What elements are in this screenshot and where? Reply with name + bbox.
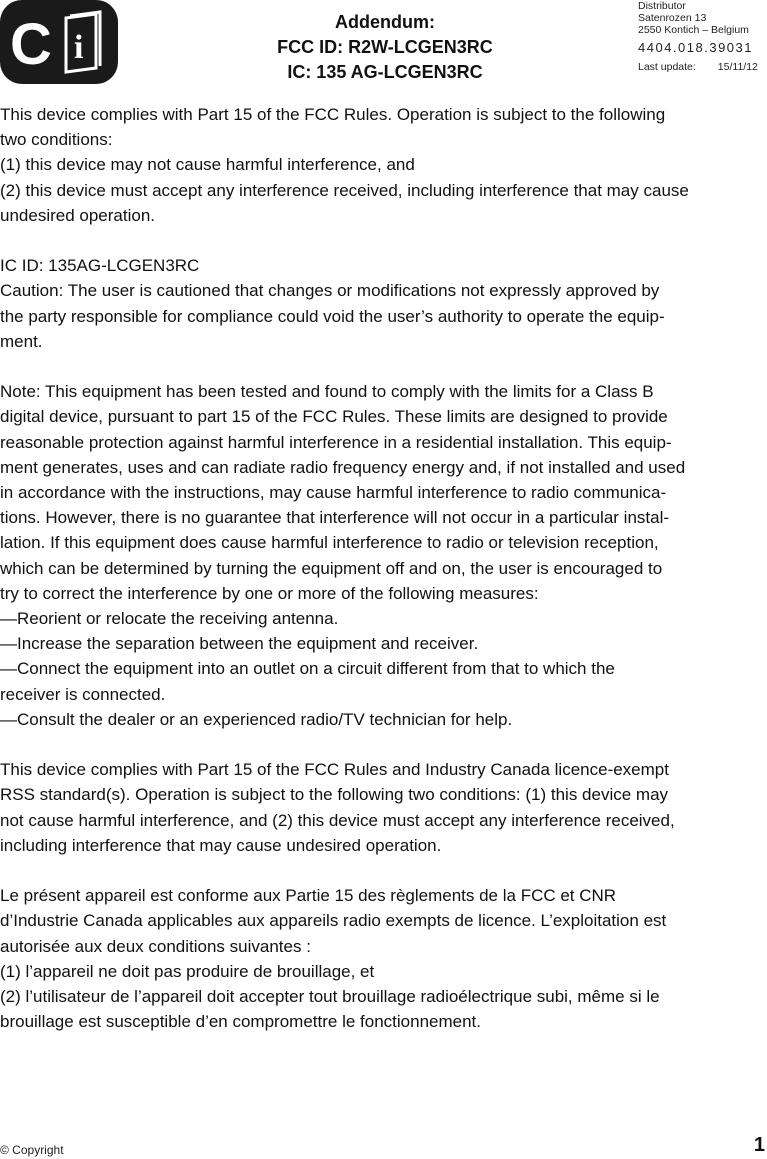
text-line: IC ID: 135AG-LCGEN3RC: [0, 256, 200, 276]
copyright-notice: © Copyright: [0, 1143, 64, 1157]
last-update: [638, 61, 766, 73]
paragraph-ic-caution: [0, 253, 767, 354]
measure-item: —Connect the equipment into an outlet on a circuit different from that to which the: [0, 659, 615, 679]
measure-item: —Reorient or relocate the receiving antenna.: [0, 609, 339, 629]
text-line: ment.: [0, 331, 43, 351]
measure-item: —Consult the dealer or an experienced radio/TV technician for help.: [0, 709, 513, 729]
text-line: Note: This equipment has been tested and found to comply with the limits for a Class B: [0, 382, 654, 402]
text-line: Caution: The user is cautioned that changes or modifications not expressly approved by: [0, 281, 660, 301]
product-code: 4404.018.39031: [638, 40, 753, 55]
logo-letter: C: [10, 12, 52, 77]
title-line-3: IC: 135 AG-LCGEN3RC: [287, 62, 483, 82]
title-line-1: Addendum:: [335, 12, 435, 32]
page-number: 1: [753, 1134, 765, 1156]
text-line: This device complies with Part 15 of the FCC Rules. Operation is subject to the following: [0, 105, 666, 124]
paragraph-french: [0, 883, 767, 1034]
distributor-address-1: Satenrozen 13: [638, 12, 707, 24]
text-line: RSS standard(s). Operation is subject to the following two conditions: (1) this device may: [0, 785, 669, 805]
ci-manual-logo: [0, 0, 118, 84]
measure-item: —Increase the separation between the equipment and receiver.: [0, 634, 479, 654]
distributor-address-2: 2550 Kontich – Belgium: [638, 24, 749, 36]
last-update-date: 15/11/12: [717, 61, 758, 73]
text-line: not cause harmful interference, and (2) this device must accept any interference received,: [0, 810, 675, 830]
text-line: Le présent appareil est conforme aux Partie 15 des règlements de la FCC et CNR: [0, 886, 617, 906]
document-body: [0, 102, 767, 1034]
text-line: (2) this device must accept any interference received, including interference that may cause: [0, 180, 689, 200]
document-title: [215, 10, 555, 85]
text-line: brouillage est susceptible d’en compromettre le fonctionnement.: [0, 1012, 481, 1032]
ci-manual-icon: [0, 0, 118, 84]
text-line: This device complies with Part 15 of the FCC Rules and Industry Canada licence-exempt: [0, 760, 669, 780]
last-update-label: Last update:: [638, 61, 696, 73]
text-line: receiver is connected.: [0, 684, 166, 704]
text-line: try to correct the interference by one or more of the following measures:: [0, 583, 539, 603]
text-line: (2) l’utilisateur de l’appareil doit accepter tout brouillage radioélectrique subi, même si le: [0, 987, 660, 1007]
logo-glyph: i: [74, 29, 84, 66]
text-line: ment generates, uses and can radiate radio frequency energy and, if not installed and used: [0, 457, 686, 477]
paragraph-industry-canada: [0, 757, 767, 858]
paragraph-fcc-compliance: [0, 102, 767, 228]
paragraph-class-b-note: [0, 379, 767, 732]
text-line: two conditions:: [0, 130, 113, 150]
text-line: (1) this device may not cause harmful interference, and: [0, 155, 415, 175]
distributor-block: [638, 0, 766, 73]
text-line: tions. However, there is no guarantee that interference will not occur in a particular instal-: [0, 508, 670, 528]
text-line: (1) l’appareil ne doit pas produire de brouillage, et: [0, 961, 375, 981]
text-line: digital device, pursuant to part 15 of the FCC Rules. These limits are designed to provide: [0, 407, 668, 427]
text-line: the party responsible for compliance could void the user’s authority to operate the equip-: [0, 306, 665, 326]
text-line: undesired operation.: [0, 205, 156, 225]
text-line: including interference that may cause undesired operation.: [0, 835, 442, 855]
distributor-label: Distributor: [638, 0, 686, 12]
text-line: d’Industrie Canada applicables aux appareils radio exempts de licence. L’exploitation est: [0, 911, 667, 931]
text-line: lation. If this equipment does cause harmful interference to radio or television reception,: [0, 533, 659, 553]
text-line: autorisée aux deux conditions suivantes :: [0, 936, 311, 956]
text-line: which can be determined by turning the equipment off and on, the user is encouraged to: [0, 558, 663, 578]
title-line-2: FCC ID: R2W-LCGEN3RC: [277, 37, 493, 57]
text-line: reasonable protection against harmful interference in a residential installation. This equip-: [0, 432, 672, 452]
text-line: in accordance with the instructions, may cause harmful interference to radio communica-: [0, 483, 667, 503]
